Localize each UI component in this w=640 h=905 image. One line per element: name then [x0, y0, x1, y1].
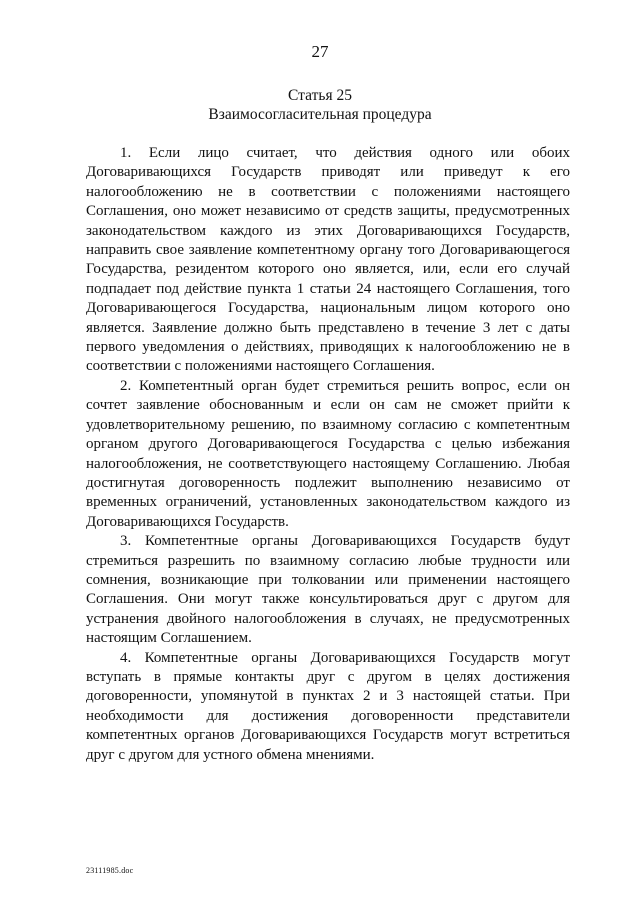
paragraph-1: 1. Если лицо считает, что действия одного или обоих Договаривающихся Государств приводят или приведут к его налогообложению не в соответствии с положениями настоящего Соглашения, оно может независимо от средств защиты, предусмотренных законодательством каждого из этих Договаривающихся Государств, направить свое заявление компетентному органу того Договаривающегося Государства, резидентом которого оно является, или, если его случай подпадает под действие пункта 1 статьи 24 настоящего Соглашения, того Договаривающегося Государства, национальным лицом которого оно является. Заявление должно быть представлено в течение 3 лет с даты первого уведомления о действиях, приводящих к налогообложению не в соответствии с положениями настоящего Соглашения. — [86, 145, 570, 375]
article-subtitle: Взаимосогласительная процедура — [208, 106, 432, 123]
paragraph-2: 2. Компетентный орган будет стремиться решить вопрос, если он сочтет заявление обоснованным и если он сам не сможет прийти к удовлетворительному решению, по взаимному согласию с компетентным органом другого Договаривающегося Государства с целью избежания налогообложения, не соответствующего настоящему Соглашению. Любая достигнутая договоренность подлежит выполнению независимо от временных ограничений, установленных законодательством каждого из Договаривающихся Государств. — [86, 377, 570, 530]
page-number: 27 — [311, 42, 329, 61]
article-body — [86, 144, 570, 765]
paragraph-3: 3. Компетентные органы Договаривающихся Государств будут стремиться разрешить по взаимному согласию любые трудности или сомнения, возникающие при толковании или применении настоящего Соглашения. Они могут также консультироваться друг с другом для устранения двойного налогообложения в случаях, не предусмотренных настоящим Соглашением. — [86, 533, 570, 647]
paragraph-4: 4. Компетентные органы Договаривающихся Государств могут вступать в прямые контакты друг с другом в целях достижения договоренности, упомянутой в пунктах 2 и 3 настоящей статьи. При необходимости для достижения договоренности представители компетентных органов Договаривающихся Государств могут встретиться друг с другом для устного обмена мнениями. — [86, 649, 570, 763]
article-heading — [0, 86, 640, 124]
footer-filename: 23111985.doc — [86, 866, 134, 875]
article-title: Статья 25 — [288, 87, 352, 104]
